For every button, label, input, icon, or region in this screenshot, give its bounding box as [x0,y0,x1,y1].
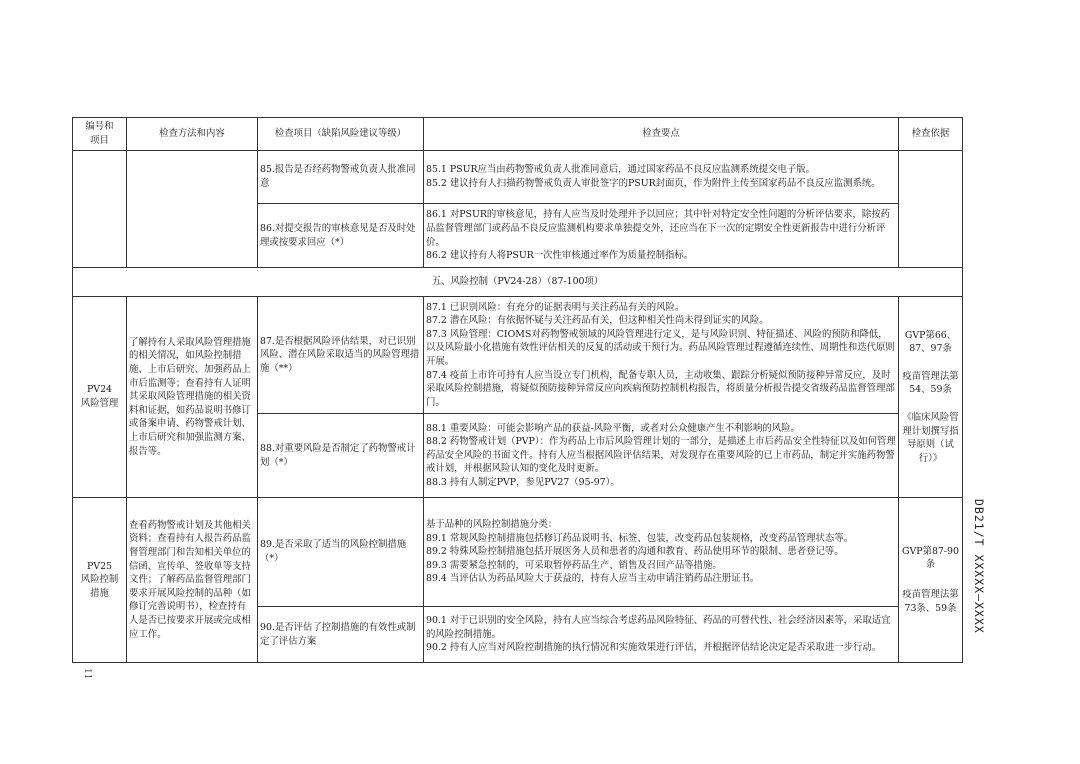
point-87-2: 87.2 潜在风险：有依据怀疑与关注药品有关，但这种相关性尚未得到证实的风险。 [426,315,769,327]
point-89-1: 89.1 常规风险控制措施包括修订药品说明书、标签、包装，改变药品包装规格，改变药品管理状态等。 [426,532,853,544]
table-row [73,498,963,607]
inspection-table [72,117,963,663]
pv25-code: PV25 风险控制 措施 [73,498,127,663]
code-cell [73,151,127,268]
point-90-2: 90.2 持有人应当对风险控制措施的执行情况和实施效果进行评估，并根据评估结论决定是否采取进一步行动。 [426,642,882,654]
pv24-method: 了解持有人采取风险管理措施的相关情况，如风险控制措施、上市后研究、加强药品上市后监测等；查看持有人证明其采取风险管理措施的相关资料和证据，如药品说明书修订或备案申请、药物警戒计划、上市后研究和加强监测方案、报告等。 [127,297,258,498]
point-85-2: 85.2 建议持有人扫描药物警戒负责人审批签字的PSUR封面页，作为附件上传至国家药品不良反应监测系统。 [426,178,881,189]
point-88-1: 88.1 重要风险：可能会影响产品的获益-风险平衡，或者对公众健康产生不利影响的风险。 [426,422,800,434]
point-87-3: 87.3 风险管理：CIOMS对药物警戒领域的风险管理进行定义，是与风险识别、特征描述、风险的预防和降低，以及风险最小化措施有效性评估相关的反复的活动或干预行为。药品风险管理过程遵循连续性、周期性和迭代原则开展。 [426,328,895,367]
item-87: 87.是否根据风险评估结果，对已识别风险、潜在风险采取适当的风险管理措施（**） [258,297,424,414]
point-86-2: 86.2 建议持有人将PSUR一次性审核通过率作为质量控制指标。 [426,250,694,262]
point-85-1: 85.1 PSUR应当由药物警戒负责人批准同意后，通过国家药品不良反应监测系统提交电子版。 [426,164,816,176]
pv24-basis [899,297,963,498]
point-87-1: 87.1 已识别风险：有充分的证据表明与关注药品有关的风险。 [426,301,685,313]
basis-pv24-3: 《临床风险管理计划撰写指导原则（试行）》 [902,412,959,464]
header-code: 编号和 项目 [73,118,127,151]
point-88-2: 88.2 药物警戒计划（PVP）：作为药品上市后风险管理计划的一部分，是描述上市后药品安全性特征以及如何管理药品安全风险的书面文件。持有人应当根据风险评估结果，对发现存在重要风险的已上市药品，制定并实施药物警戒计划，并根据风险认知的变化及时更新。 [426,436,896,475]
basis-pv24-1: GVP第66、87、97条 [904,329,957,355]
pv25-method: 查看药物警戒计划及其他相关资料；查看持有人报告药品监督管理部门和告知相关单位的信函、宣传单、签收单等支持文件；了解药品监督管理部门要求开展风险控制的品种（如修订完善说明书），检查持有人是否已按要求开展或完成相应工作。 [127,498,258,663]
points-86 [424,204,899,268]
document-standard-code: DB21/T XXXXX—XXXX [972,499,986,634]
section-row [73,268,963,297]
points-87 [424,297,899,414]
point-89-3: 89.3 需要紧急控制的，可采取暂停药品生产、销售及召回产品等措施。 [426,559,722,571]
item-90: 90.是否评估了控制措施的有效性或制定了评估方案 [258,607,424,663]
section-title: 五、风险控制（PV24-28）（87-100项） [73,268,963,297]
item-86: 86.对提交报告的审核意见是否及时处理或按要求回应（*） [258,204,424,268]
table-row [73,151,963,204]
points-89 [424,498,899,607]
header-method: 检查方法和内容 [127,118,258,151]
method-cell [127,151,258,268]
header-item: 检查项目（缺陷风险建议等级） [258,118,424,151]
basis-pv25-1: GVP第87-90条 [902,545,959,571]
points-88 [424,414,899,498]
pv25-basis [899,498,963,663]
header-basis: 检查依据 [899,118,963,151]
points-85 [424,151,899,204]
point-87-4: 87.4 疫苗上市许可持有人应当设立专门机构，配备专职人员，主动收集、跟踪分析疑似预防接种异常反应，及时采取风险控制措施，将疑似预防接种异常反应向疾病预防控制机构报告，将质量分析报告提交省级药品监督管理部门。 [426,369,895,408]
basis-pv24-2: 疫苗管理法第54、59条 [902,370,959,396]
table-header [73,118,963,151]
page-number: 11 [82,668,92,680]
item-88: 88.对重要风险是否制定了药物警戒计划（*） [258,414,424,498]
pv24-code: PV24 风险管理 [73,297,127,498]
point-89-2: 89.2 特殊风险控制措施包括开展医务人员和患者的沟通和教育、药品使用环节的限制、患者登记等。 [426,546,844,558]
point-86-1: 86.1 对PSUR的审核意见，持有人应当及时处理并予以回应；其中针对特定安全性问题的分析评估要求，除按药品监督管理部门或药品不良反应监测机构要求单独提交外，还应当在下一次的定期安全性更新报告中进行分析评价。 [426,209,891,248]
basis-cell [899,151,963,268]
point-89-0: 基于品种的风险控制措施分类： [426,519,558,531]
item-89: 89.是否采取了适当的风险控制措施（*） [258,498,424,607]
basis-pv25-2: 疫苗管理法第73条、59条 [902,589,959,614]
points-90 [424,607,899,663]
table-row [73,297,963,414]
item-85: 85.报告是否经药物警戒负责人批准同意 [258,151,424,204]
point-88-3: 88.3 持有人制定PVP，参见PV27（95-97）。 [426,476,620,488]
point-90-1: 90.1 对于已识别的安全风险，持有人应当综合考虑药品风险特征、药品的可替代性、社会经济因素等，采取适宜的风险控制措施。 [426,615,891,640]
header-points: 检查要点 [424,118,899,151]
point-89-4: 89.4 当评估认为药品风险大于获益的，持有人应当主动申请注销药品注册证书。 [426,573,760,585]
